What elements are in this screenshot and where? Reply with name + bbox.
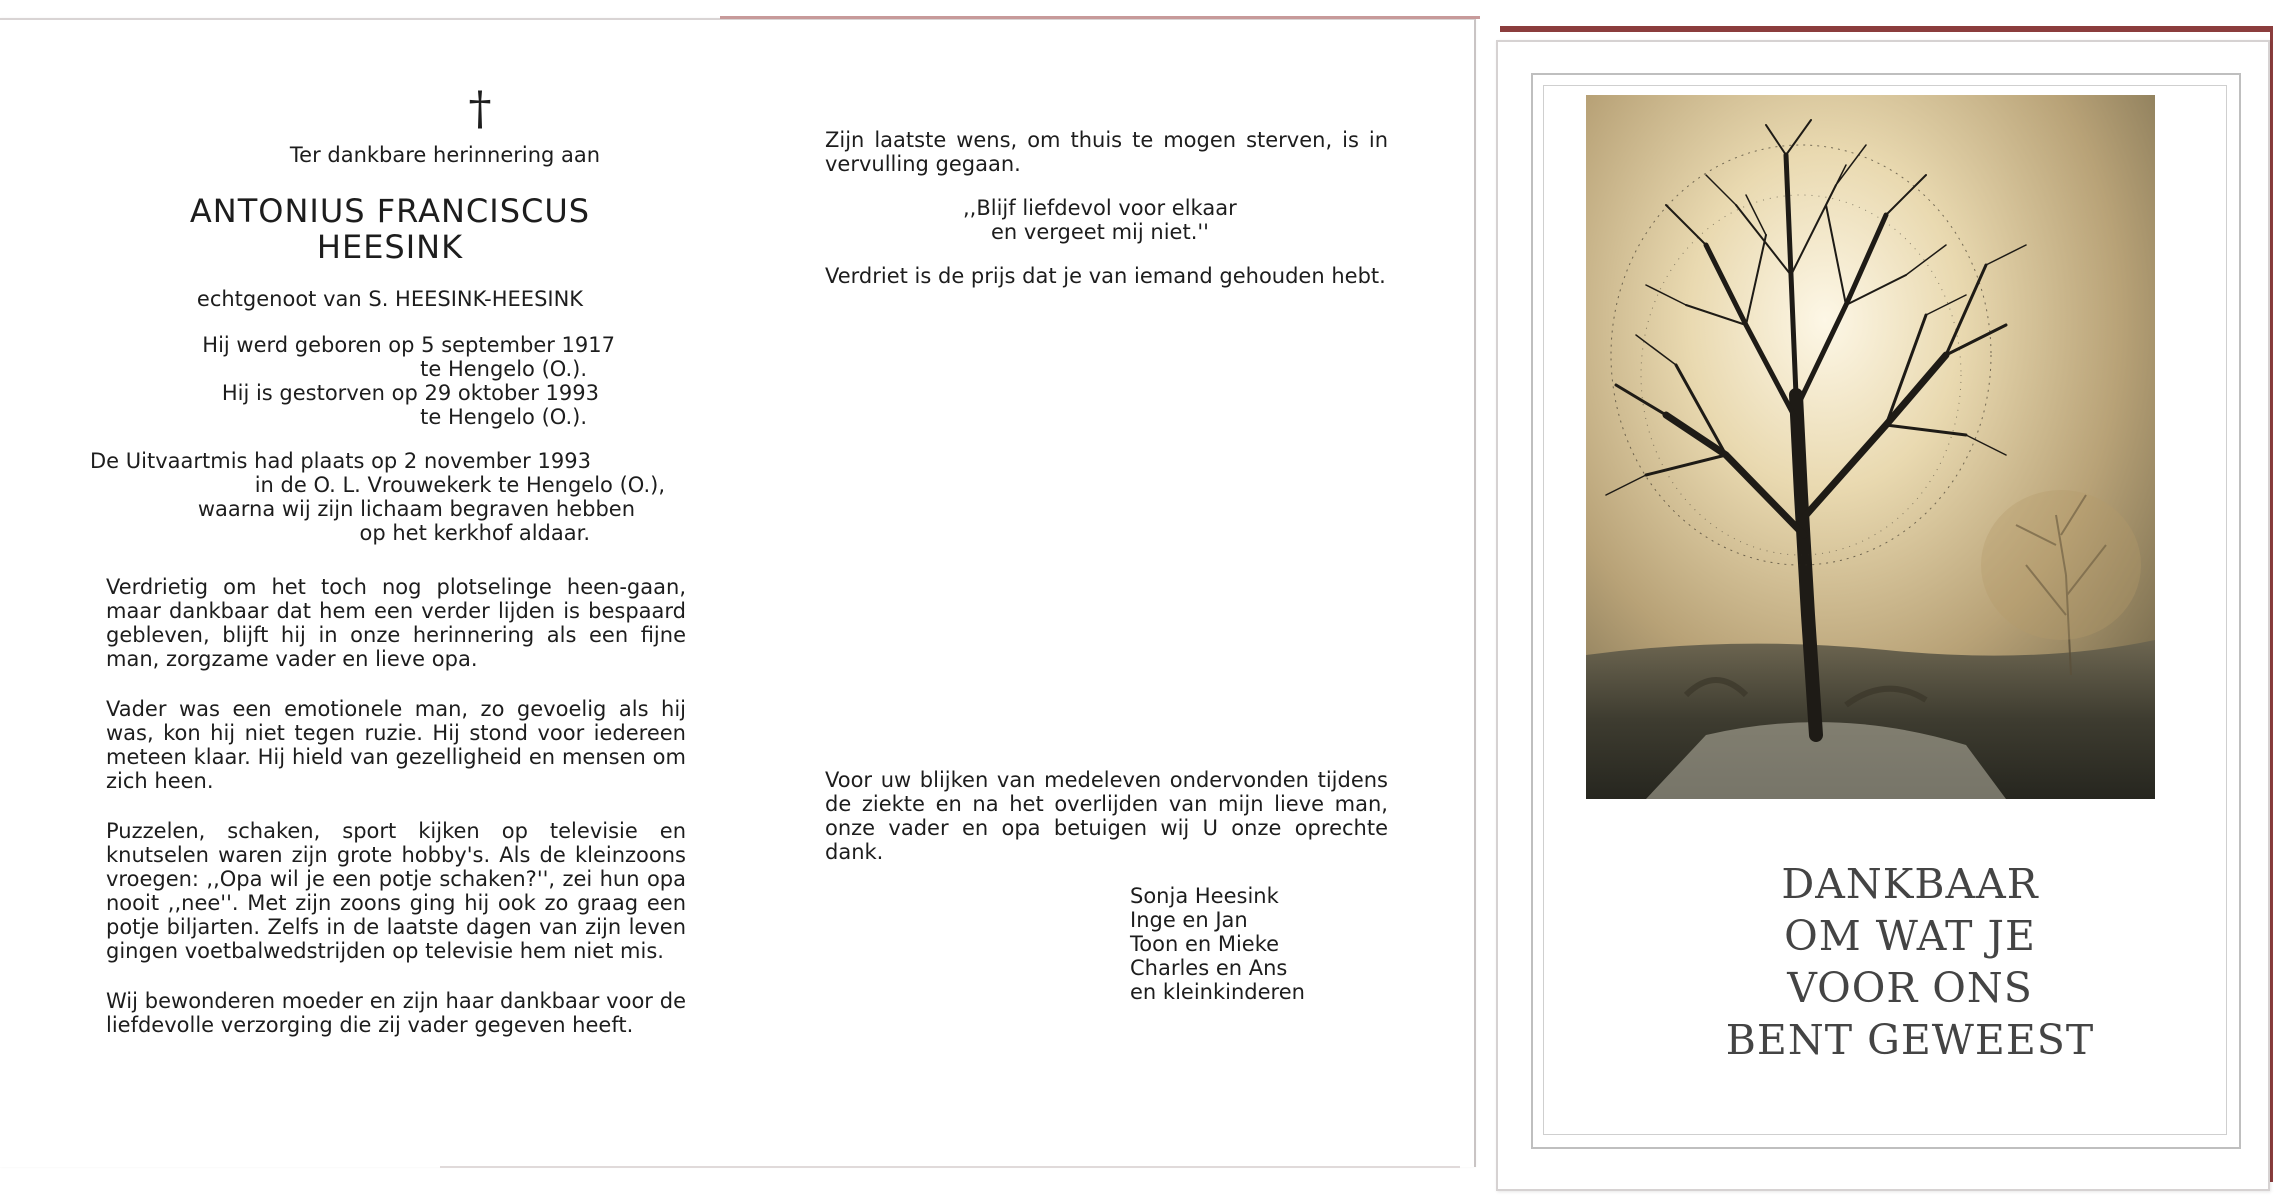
paragraph-4: Wij bewonderen moeder en zijn haar dankbaar voor de liefdevolle verzorging die zij vader gegeven heeft. <box>106 989 686 1037</box>
funeral-line-2: in de O. L. Vrouwekerk te Hengelo (O.), <box>254 473 665 497</box>
quote-line-1: ,,Blijf liefdevol voor elkaar <box>963 196 1237 220</box>
grief-text: Verdriet is de prijs dat je van iemand gehouden hebt. <box>825 264 1386 288</box>
top-edge-line <box>720 16 1480 19</box>
death-line: Hij is gestorven op 29 oktober 1993 <box>221 381 599 405</box>
birth-line: Hij werd geboren op 5 september 1917 <box>202 333 615 357</box>
paragraph-3: Puzzelen, schaken, sport kijken op televisie en knutselen waren zijn grote hobby's. Als de kleinzoons vroegen: ,,Opa wil je een potje schaken?'', zei hun opa nooit ,,nee''. Met zijn zoons ging hij ook zo graag een potje biljarten. Zelfs in de laatste dagen van zijn leven gingen voetbalwedstrijden op televisie hem niet mis. <box>106 819 686 963</box>
tree-photo <box>1586 95 2155 799</box>
caption-line-1: DANKBAAR <box>1781 860 2039 908</box>
right-page <box>825 128 1390 1004</box>
wish-text: Zijn laatste wens, om thuis te mogen sterven, is in vervulling gegaan. <box>825 128 1388 176</box>
quote <box>963 196 1390 244</box>
caption-line-4: BENT GEWEEST <box>1725 1016 2095 1064</box>
deceased-name <box>180 193 600 265</box>
bottom-edge-line <box>440 1166 1460 1168</box>
caption-line-3: VOOR ONS <box>1787 964 2033 1012</box>
cross-icon: † <box>468 81 492 135</box>
signers <box>1130 884 1390 1004</box>
signer-2: Inge en Jan <box>1130 908 1248 932</box>
signer-4: Charles en Ans <box>1130 956 1288 980</box>
name-line-2: HEESINK <box>316 228 464 266</box>
signer-5: en kleinkinderen <box>1130 980 1305 1004</box>
funeral-info <box>0 449 680 545</box>
card-caption <box>1660 858 2160 1066</box>
birth-place: te Hengelo (O.). <box>420 357 587 381</box>
spouse-text: echtgenoot van S. HEESINK-HEESINK <box>196 287 584 311</box>
paragraph-2: Vader was een emotionele man, zo gevoelig als hij was, kon hij niet tegen ruzie. Hij stond voor iedereen meteen klaar. Hij hield van gezelligheid en mensen om zich heen. <box>106 697 686 793</box>
intro-text: Ter dankbare herinnering aan <box>289 143 601 167</box>
paragraph-1: Verdrietig om het toch nog plotselinge heen-gaan, maar dankbaar dat hem een verder lijden is bespaard gebleven, blijft hij in onze herinnering als een fijne man, zorgzame vader en lieve opa. <box>106 575 686 671</box>
funeral-line-3: waarna wij zijn lichaam begraven hebben <box>197 497 635 521</box>
death-place: te Hengelo (O.). <box>420 405 587 429</box>
caption-line-2: OM WAT JE <box>1784 912 2036 960</box>
signer-1: Sonja Heesink <box>1130 884 1279 908</box>
quote-line-2: en vergeet mij niet.'' <box>991 220 1209 244</box>
life-dates <box>90 333 615 429</box>
thanks-text: Voor uw blijken van medeleven ondervonden tijdens de ziekte en na het overlijden van mijn lieve man, onze vader en opa betuigen wij U onze oprechte dank. <box>825 768 1388 864</box>
signer-3: Toon en Mieke <box>1130 932 1280 956</box>
left-page <box>90 81 686 1037</box>
name-line-1: ANTONIUS FRANCISCUS <box>189 192 591 230</box>
funeral-line-1: De Uitvaartmis had plaats op 2 november 1993 <box>90 449 591 473</box>
funeral-line-4: op het kerkhof aldaar. <box>359 521 590 545</box>
